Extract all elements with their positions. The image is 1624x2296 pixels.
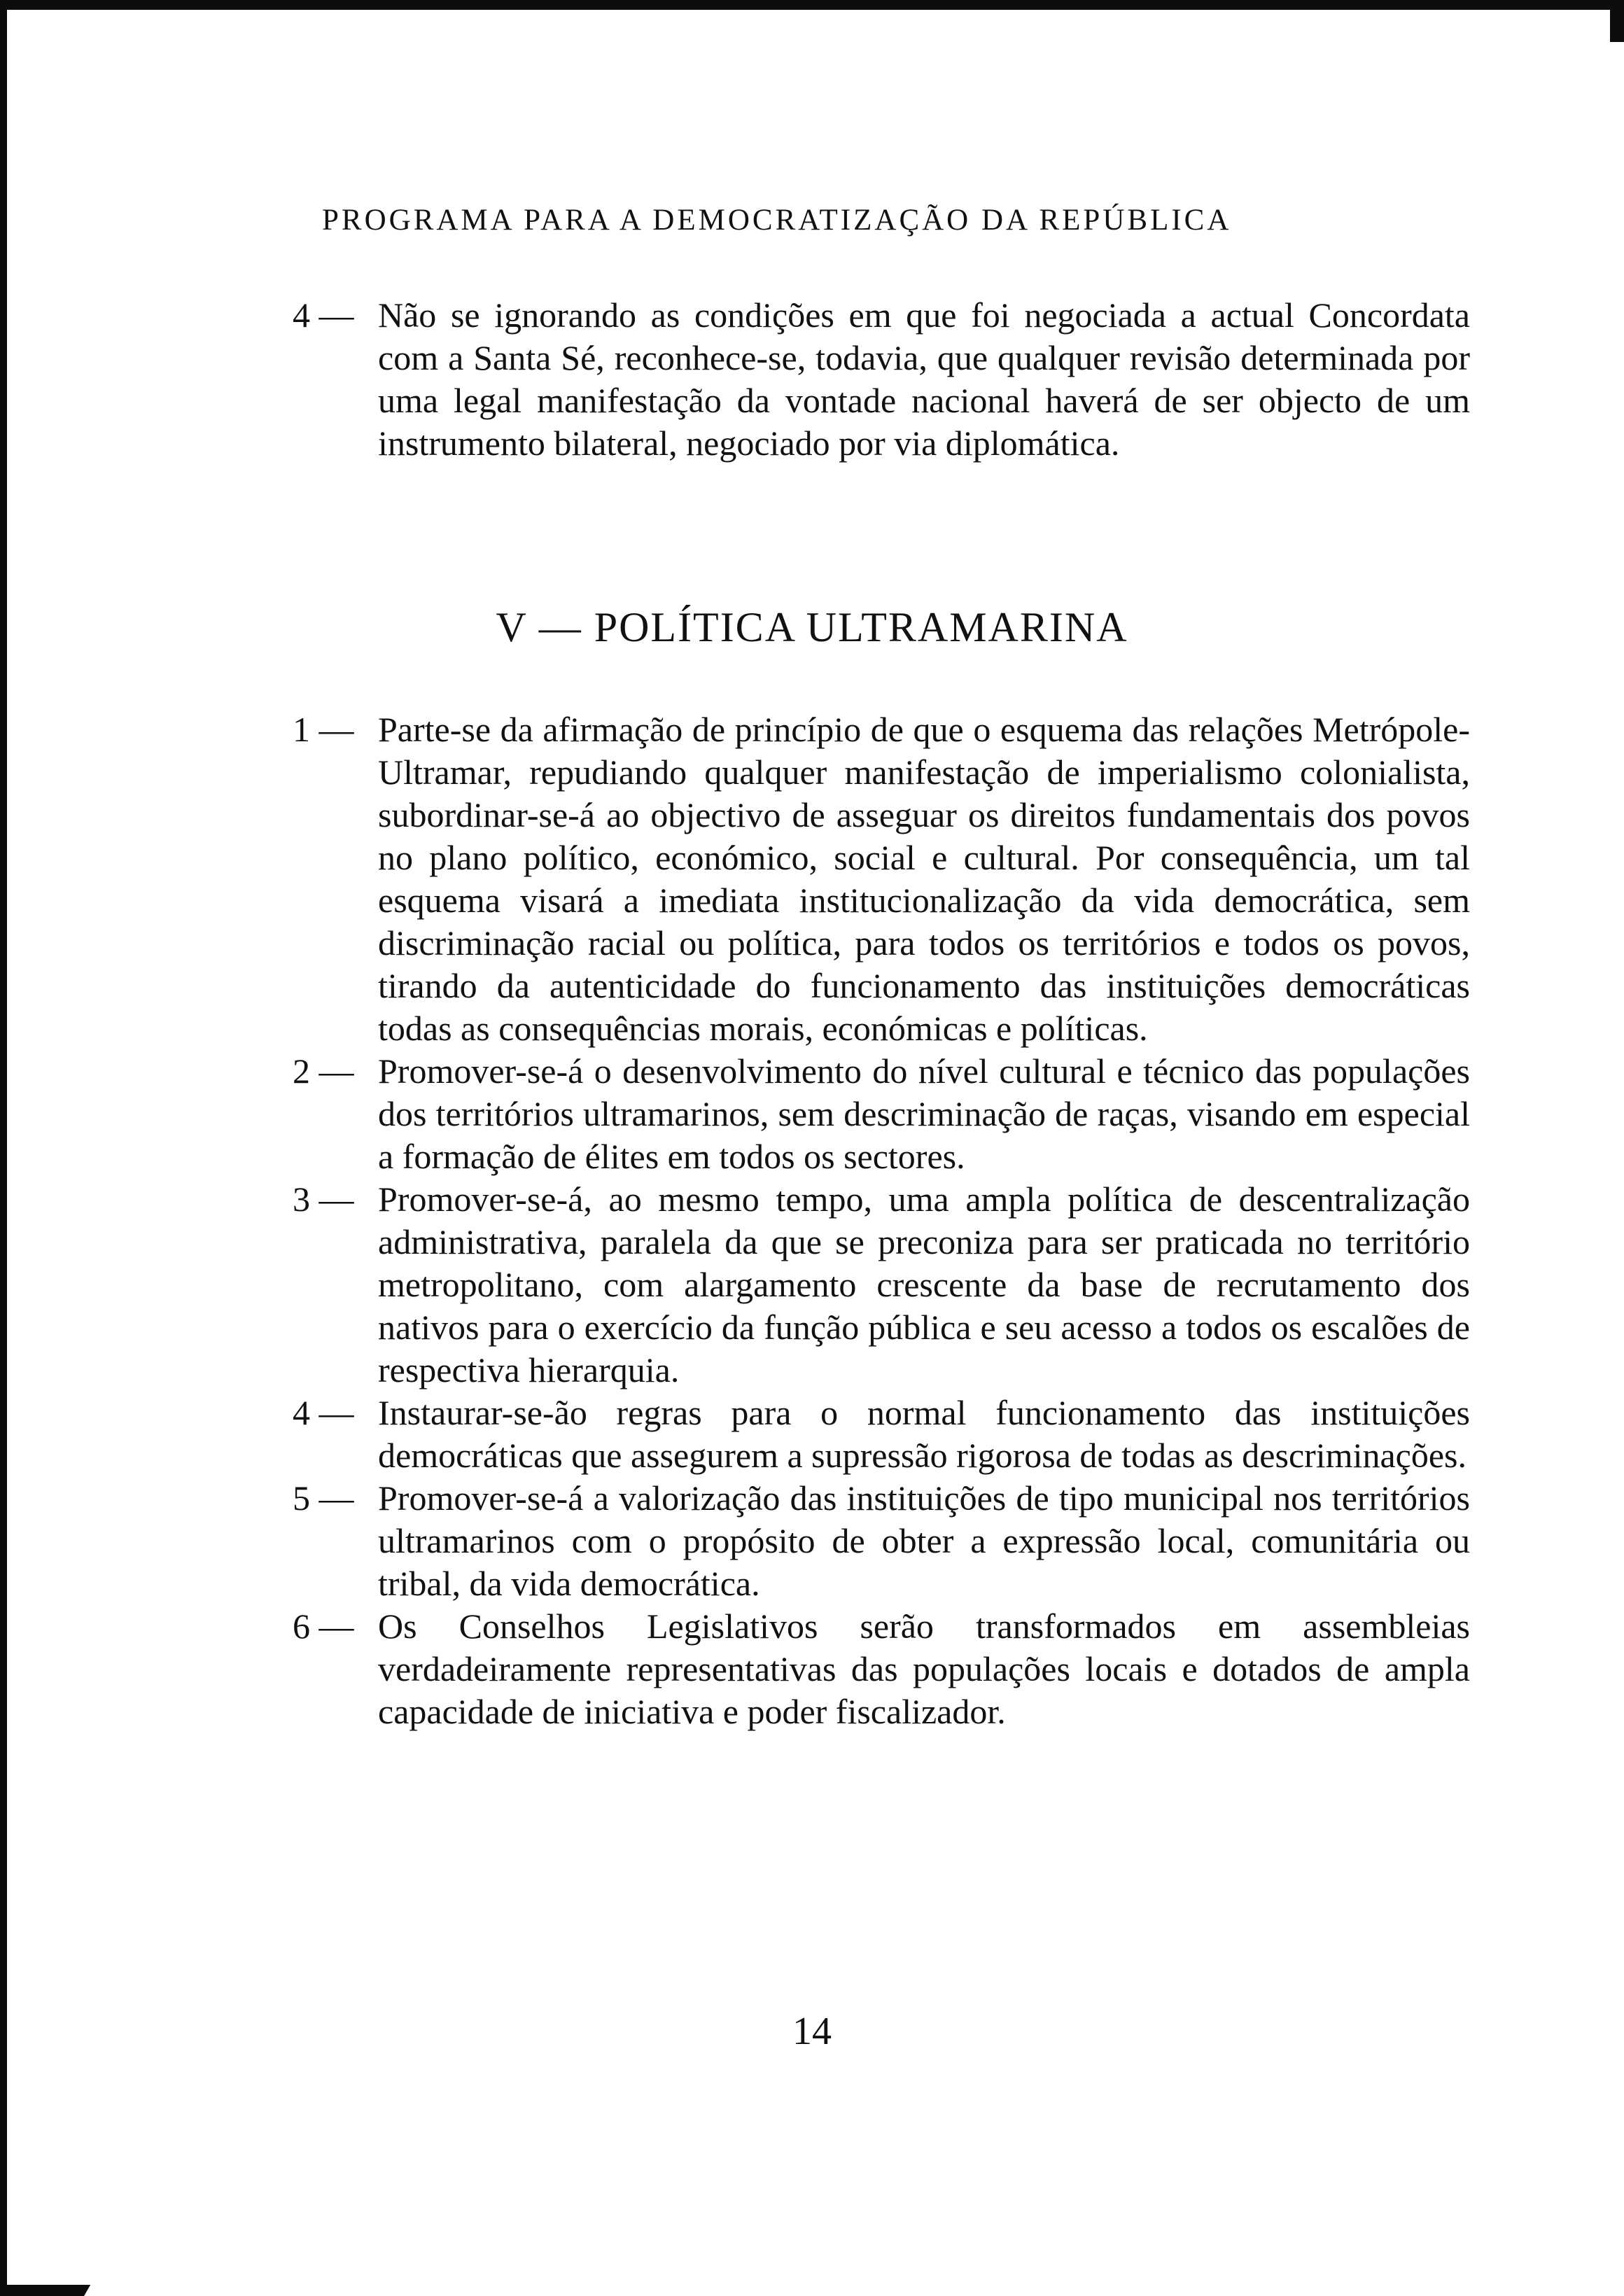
list-item: [0, 1178, 1624, 1392]
scan-border-top: [0, 0, 1624, 10]
list-item: [0, 708, 1624, 1050]
running-head: PROGRAMA PARA A DEMOCRATIZAÇÃO DA REPÚBLICA: [322, 204, 1232, 237]
item-number: 4 —: [293, 295, 354, 335]
item-text: Parte-se da afirmação de princípio de que o esquema das relações Metrópole-Ultramar, repudiando qualquer manifestação de imperialismo colonialista, subordinar-se-á ao objectivo de asseguar os direitos fundamentais dos povos no plano político, económico, social e cultural. Por consequência, um tal esquema visará a imediata institucionalização da vida democrática, sem discriminação racial ou política, para todos os territórios e todos os povos, tirando da autenticidade do funcionamento das instituições democráticas todas as consequências morais, económicas e políticas.: [378, 710, 1470, 1048]
scan-border-corner: [1610, 0, 1624, 42]
item-number: 1 —: [293, 710, 354, 749]
item-number: 4 —: [293, 1393, 354, 1432]
section-list: [0, 708, 1624, 1733]
item-text: Os Conselhos Legislativos serão transformados em assembleias verdadeiramente representativas das populações locais e dotados de ampla capacidade de iniciativa e poder fiscalizador.: [378, 1606, 1470, 1731]
item-number: 3 —: [293, 1180, 354, 1219]
list-item: [0, 1392, 1624, 1477]
item-text: Promover-se-á, ao mesmo tempo, uma ampla política de descentralização administrativa, paralela da que se preconiza para ser praticada no território metropolitano, com alargamento crescente da base de recrutamento dos nativos para o exercício da função pública e seu acesso a todos os escalões de respectiva hierarquia.: [378, 1180, 1470, 1390]
list-item: [0, 294, 1624, 465]
page-number: 14: [792, 2010, 832, 2053]
item-number: 6 —: [293, 1606, 354, 1646]
item-number: 5 —: [293, 1478, 354, 1518]
item-text: Instaurar-se-ão regras para o normal funcionamento das instituições democráticas que assegurem a supressão rigorosa de todas as descriminações.: [378, 1393, 1470, 1475]
list-item: [0, 1605, 1624, 1733]
item-text: Promover-se-á a valorização das instituições de tipo municipal nos territórios ultramarinos com o propósito de obter a expressão local, comunitária ou tribal, da vida democrática.: [378, 1478, 1470, 1603]
item-text: Não se ignorando as condições em que foi negociada a actual Concordata com a Santa Sé, reconhece-se, todavia, que qualquer revisão determinada por uma legal manifestação da vontade nacional haverá de ser objecto de um instrumento bilateral, negociado por via diplomática.: [378, 295, 1470, 463]
scan-border-bottom: [0, 2285, 90, 2296]
item-text: Promover-se-á o desenvolvimento do nível cultural e técnico das populações dos territórios ultramarinos, sem descriminação de raças, visando em especial a formação de élites em todos os sectores.: [378, 1051, 1470, 1176]
item-number: 2 —: [293, 1051, 354, 1091]
list-item: [0, 1050, 1624, 1178]
intro-list: [0, 294, 1624, 465]
section-heading: V — POLÍTICA ULTRAMARINA: [496, 604, 1128, 650]
list-item: [0, 1477, 1624, 1605]
